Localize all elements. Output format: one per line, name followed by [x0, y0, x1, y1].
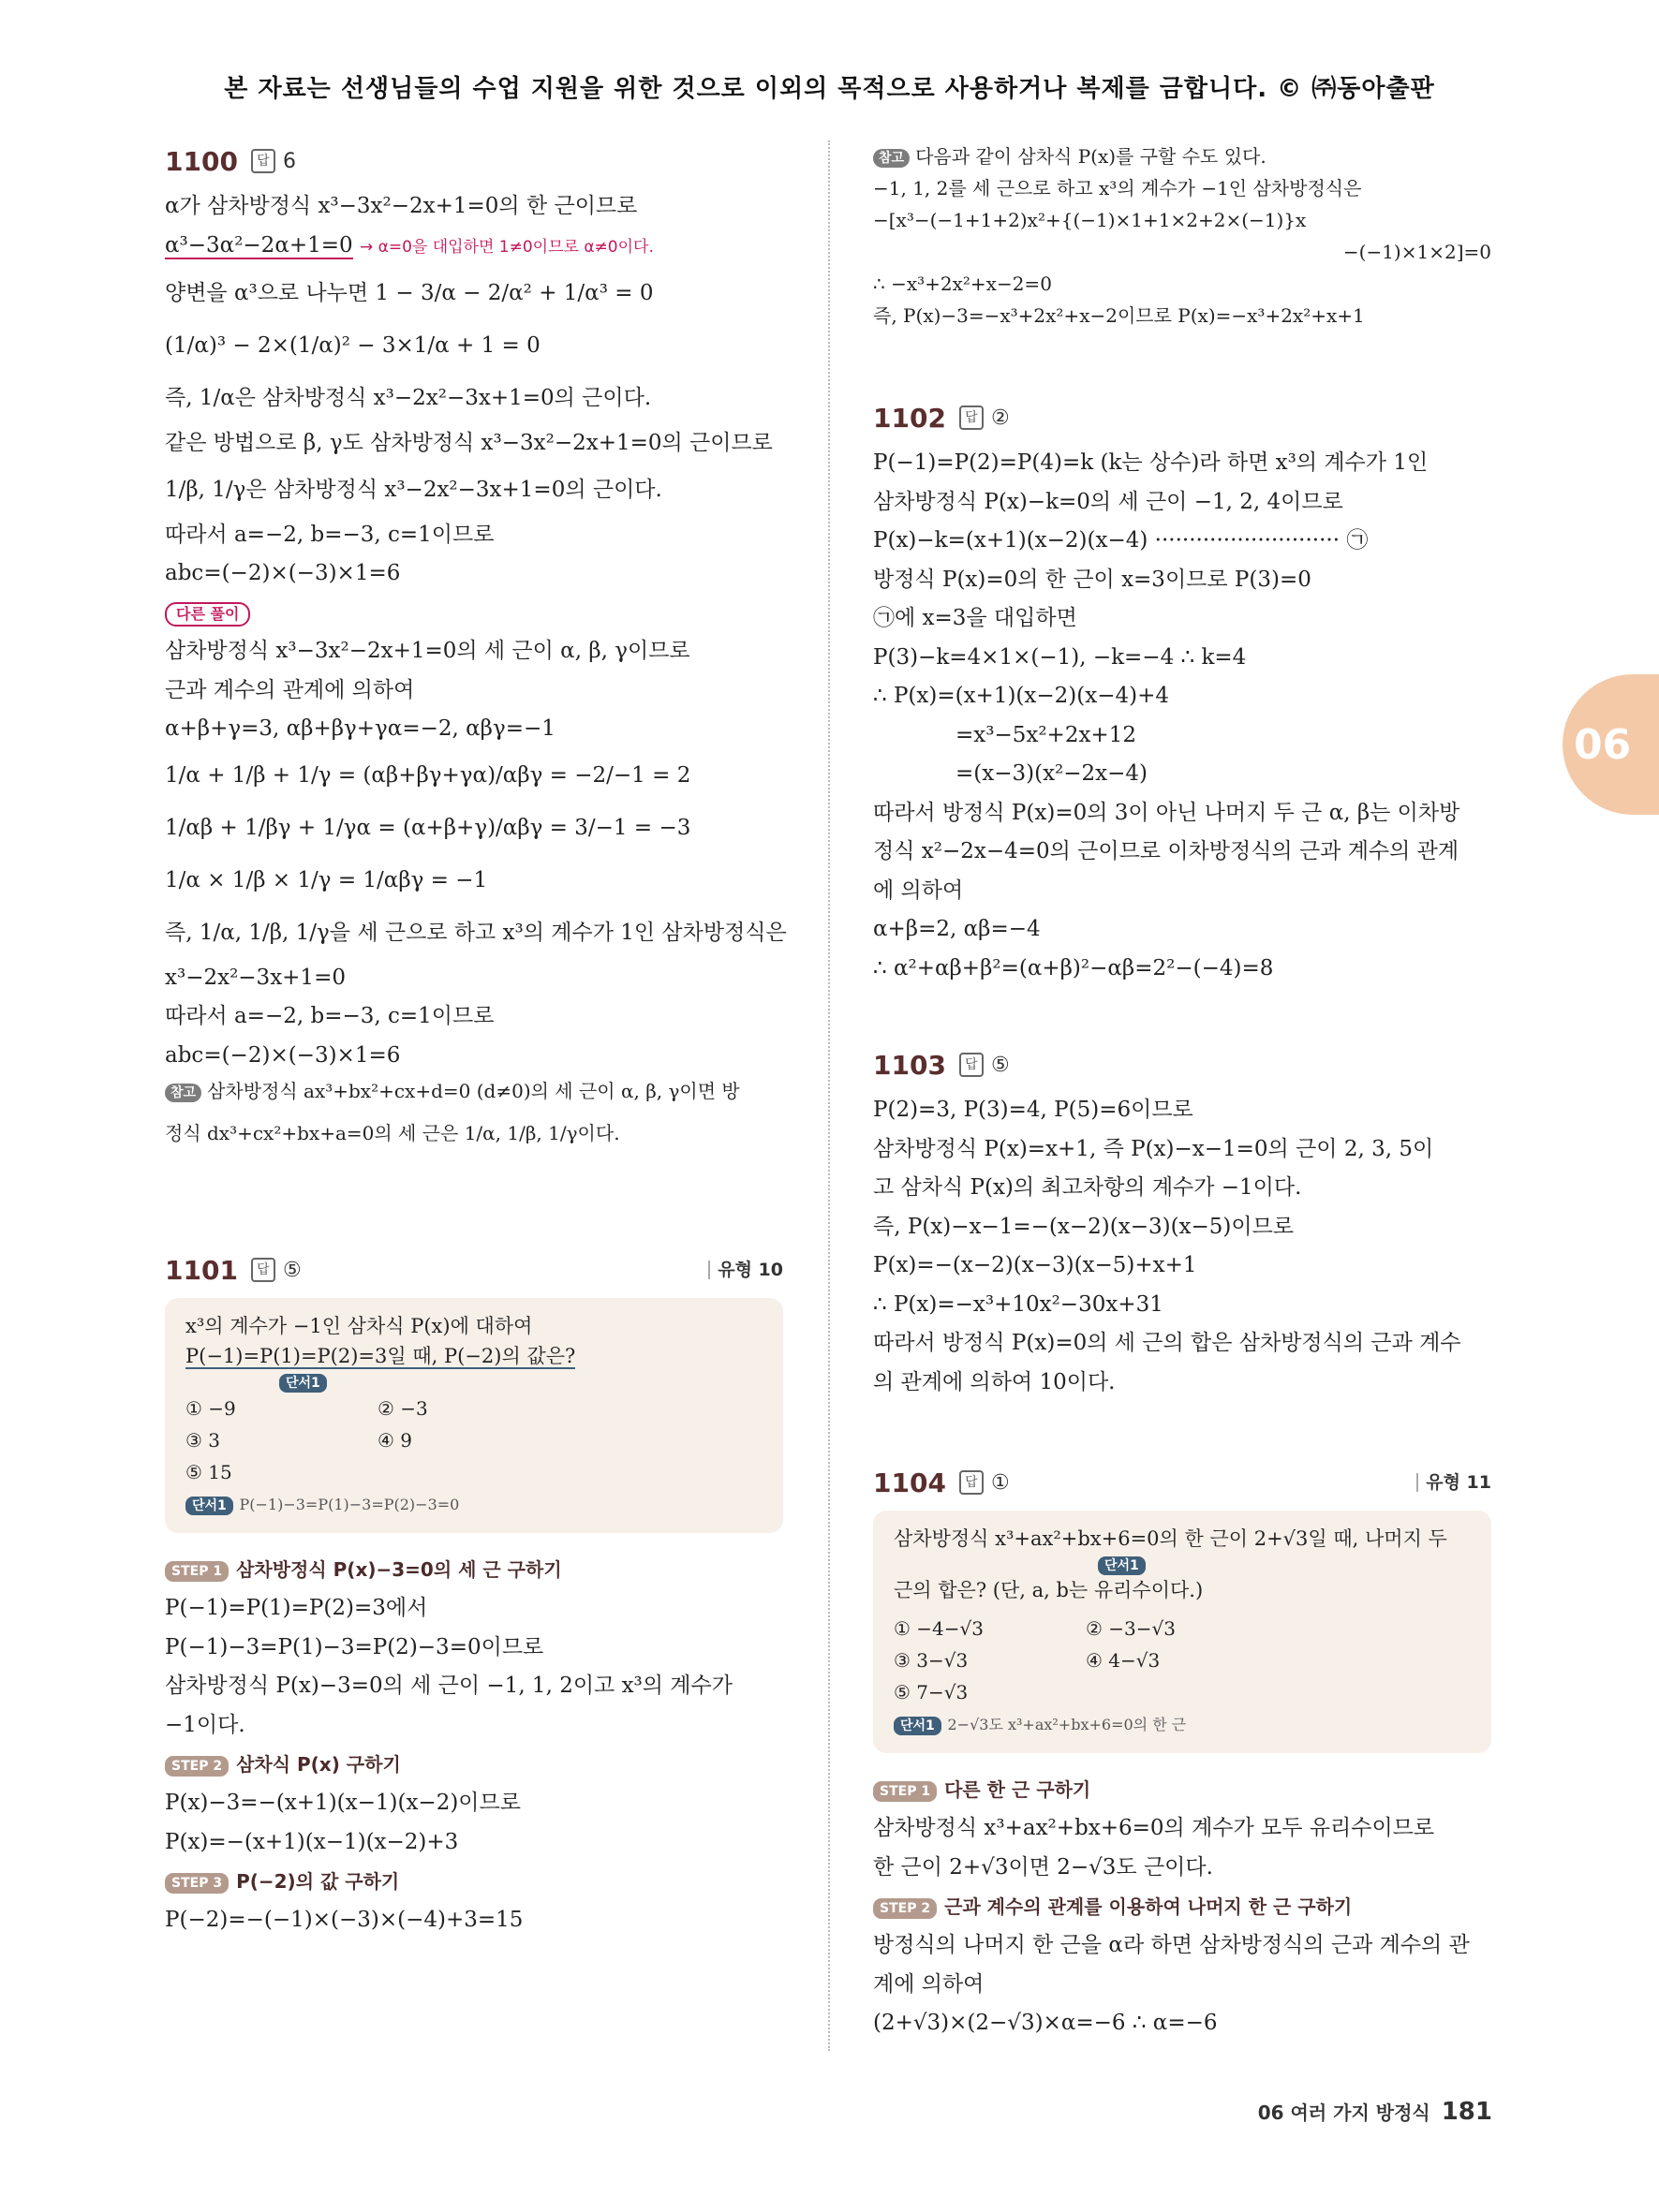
text-line: α+β+γ=3, αβ+βγ+γα=−2, αβγ=−1 — [165, 716, 555, 741]
answer: 답 ② — [959, 406, 1010, 430]
answer: 답 ⑤ — [959, 1053, 1010, 1077]
step-heading: STEP 2 삼차식 P(x) 구하기 — [165, 1745, 783, 1784]
reference-tag: 참고 — [873, 149, 910, 168]
text-line: 고 삼차식 P(x)의 최고차항의 계수가 −1이다. — [873, 1175, 1302, 1200]
answer-icon: 답 — [251, 1258, 275, 1282]
text-line: P(x)−3=−(x+1)(x−1)(x−2)이므로 — [165, 1791, 521, 1815]
reference-line: −(−1)×1×2]=0 — [1342, 241, 1491, 263]
clue-tag: 단서1 — [185, 1497, 233, 1515]
problem-type: 유형 11 — [1416, 1473, 1491, 1492]
column-divider — [828, 140, 830, 2051]
copyright-notice: 본 자료는 선생님들의 수업 지원을 위한 것으로 이외의 목적으로 사용하거나 복제를 금합니다. © ㈜동아출판 — [224, 75, 1435, 103]
answer-icon: 답 — [959, 1470, 984, 1495]
text-line: α가 삼차방정식 x³−3x²−2x+1=0의 한 근이므로 — [165, 194, 638, 218]
text-line: 방정식 P(x)=0의 한 근이 x=3이므로 P(3)=0 — [873, 567, 1311, 592]
answer-icon: 답 — [959, 1053, 984, 1077]
problem-type: 유형 10 — [708, 1261, 783, 1279]
text-line: P(−2)=−(−1)×(−3)×(−4)+3=15 — [165, 1908, 524, 1932]
question-box — [873, 1511, 1491, 1753]
text-line: 즉, P(x)−x−1=−(x−2)(x−3)(x−5)이므로 — [873, 1214, 1295, 1239]
text-line: 삼차방정식 P(x)=x+1, 즉 P(x)−x−1=0의 근이 2, 3, 5이 — [873, 1136, 1434, 1161]
text-line: P(−1)=P(1)=P(2)=3에서 — [165, 1596, 428, 1620]
text-line: 1/β, 1/γ은 삼차방정식 x³−2x²−3x+1=0의 근이다. — [165, 477, 662, 502]
problem-1101 — [165, 1249, 783, 1940]
text-line: 방정식의 나머지 한 근을 α라 하면 삼차방정식의 근과 계수의 관 — [873, 1933, 1470, 1957]
text-line: 즉, 1/α은 삼차방정식 x³−2x²−3x+1=0의 근이다. — [165, 386, 652, 410]
reference-line: 즉, P(x)−3=−x³+2x²+x−2이므로 P(x)=−x³+2x²+x+1 — [873, 304, 1365, 327]
clue-line: 단서1 2−√3도 x³+ax²+bx+6=0의 한 근 — [894, 1708, 1469, 1740]
problem-number: 1102 — [873, 402, 946, 434]
problem-1100 — [165, 140, 787, 1159]
text-line: (2+√3)×(2−√3)×α=−6 ∴ α=−6 — [873, 2011, 1218, 2035]
text-line: 같은 방법으로 β, γ도 삼차방정식 x³−3x²−2x+1=0의 근이므로 — [165, 431, 773, 455]
clue-tag: 단서1 — [1098, 1556, 1146, 1575]
answer: 답 6 — [251, 149, 296, 173]
step-heading: STEP 2 근과 계수의 관계를 이용하여 나머지 한 근 구하기 — [873, 1887, 1491, 1926]
text-line: 삼차방정식 x³−3x²−2x+1=0의 세 근이 α, β, γ이므로 — [165, 639, 690, 663]
problem-header — [873, 1044, 1491, 1085]
answer: 답 ① — [959, 1470, 1010, 1495]
choice-2[interactable]: ② −3 — [378, 1397, 428, 1420]
text-line: ㉠에 x=3을 대입하면 — [873, 606, 1077, 630]
text-line: 1/α + 1/β + 1/γ = (αβ+βγ+γα)/αβγ = −2/−1 = 2 — [165, 762, 691, 788]
choice-2[interactable]: ② −3−√3 — [1086, 1617, 1176, 1640]
reference-line: 참고 삼차방정식 ax³+bx²+cx+d=0 (d≠0)의 세 근이 α, β, γ이면 방 — [165, 1075, 783, 1107]
alt-solution-tag: 다른 풀이 — [165, 602, 250, 627]
choice-1[interactable]: ① −4−√3 — [894, 1617, 984, 1640]
question-box — [165, 1298, 783, 1533]
question-line: x³의 계수가 −1인 삼차식 P(x)에 대하여 — [185, 1315, 533, 1337]
choice-5[interactable]: ⑤ 15 — [185, 1461, 232, 1483]
problem-number: 1103 — [873, 1049, 946, 1081]
clue-line: 단서1 P(−1)−3=P(1)−3=P(2)−3=0 — [185, 1488, 761, 1520]
question-line: P(−1)=P(1)=P(2)=3일 때, P(−2)의 값은? — [185, 1345, 576, 1367]
text-line: 즉, 1/α, 1/β, 1/γ을 세 근으로 하고 x³의 계수가 1인 삼차방정식은 — [165, 920, 787, 945]
text-line: ∴ α²+αβ+β²=(α+β)²−αβ=2²−(−4)=8 — [873, 955, 1274, 981]
text-line: 한 근이 2+√3이면 2−√3도 근이다. — [873, 1854, 1213, 1880]
text-line: 따라서 방정식 P(x)=0의 세 근의 합은 삼차방정식의 근과 계수 — [873, 1331, 1461, 1355]
problem-header — [873, 397, 1491, 438]
choice-1[interactable]: ① −9 — [185, 1397, 236, 1420]
answer-icon: 답 — [251, 149, 275, 173]
text-line: =x³−5x²+2x+12 — [955, 722, 1136, 747]
text-line: 삼차방정식 P(x)−k=0의 세 근이 −1, 2, 4이므로 — [873, 489, 1343, 514]
text-line: abc=(−2)×(−3)×1=6 — [165, 561, 401, 585]
clue-tag: 단서1 — [279, 1374, 327, 1393]
text-line: 따라서 방정식 P(x)=0의 3이 아닌 나머지 두 근 α, β는 이차방 — [873, 800, 1460, 825]
chapter-side-tab: 06 — [1563, 674, 1659, 815]
step-heading: STEP 1 다른 한 근 구하기 — [873, 1770, 1491, 1809]
reference-line: 정식 dx³+cx²+bx+a=0의 세 근은 1/α, 1/β, 1/γ이다. — [165, 1122, 620, 1144]
choice-list — [185, 1393, 761, 1488]
reference-line: 참고 다음과 같이 삼차식 P(x)를 구할 수도 있다. — [873, 140, 1491, 172]
text-line: 삼차방정식 P(x)−3=0의 세 근이 −1, 1, 2이고 x³의 계수가 — [165, 1674, 733, 1698]
text-line: P(−1)−3=P(1)−3=P(2)−3=0이므로 — [165, 1634, 544, 1659]
text-line: (1/α)³ − 2×(1/α)² − 3×1/α + 1 = 0 — [165, 333, 541, 358]
text-line: P(x)=−(x−2)(x−3)(x−5)+x+1 — [873, 1253, 1197, 1277]
right-column — [873, 140, 1491, 2043]
choice-4[interactable]: ④ 4−√3 — [1086, 1649, 1161, 1672]
page-footer — [1258, 2098, 1492, 2126]
problem-number: 1101 — [165, 1254, 238, 1286]
page-number: 181 — [1441, 2098, 1492, 2126]
text-line: P(2)=3, P(3)=4, P(5)=6이므로 — [873, 1098, 1193, 1122]
choice-list — [894, 1613, 1469, 1708]
text-line: 따라서 a=−2, b=−3, c=1이므로 — [165, 522, 495, 547]
text-line: P(−1)=P(2)=P(4)=k (k는 상수)라 하면 x³의 계수가 1인 — [873, 450, 1429, 475]
chapter-title: 06 여러 가지 방정식 — [1257, 2101, 1430, 2124]
problem-header — [165, 1249, 783, 1290]
reference-line: ∴ −x³+2x²+x−2=0 — [873, 273, 1052, 295]
question-line: 삼차방정식 x³+ax²+bx+6=0의 한 근이 2+√3일 때, 나머지 두 — [894, 1527, 1447, 1550]
answer-icon: 답 — [959, 406, 984, 430]
choice-3[interactable]: ③ 3−√3 — [894, 1649, 969, 1672]
text-line: α+β=2, αβ=−4 — [873, 917, 1041, 941]
choice-3[interactable]: ③ 3 — [185, 1429, 221, 1452]
text-line: P(x)−k=(x+1)(x−2)(x−4) ··························· ㉠ — [873, 528, 1369, 553]
text-line: 1/α × 1/β × 1/γ = 1/αβγ = −1 — [165, 867, 488, 892]
text-line: 삼차방정식 x³+ax²+bx+6=0의 계수가 모두 유리수이므로 — [873, 1816, 1435, 1840]
reference-line: −1, 1, 2를 세 근으로 하고 x³의 계수가 −1인 삼차방정식은 — [873, 177, 1362, 199]
step-heading: STEP 3 P(−2)의 값 구하기 — [165, 1862, 783, 1901]
left-column — [165, 140, 787, 1940]
text-line: 따라서 a=−2, b=−3, c=1이므로 — [165, 1004, 495, 1028]
text-line: 양변을 α³으로 나누면 1 − 3/α − 2/α² + 1/α³ = 0 — [165, 281, 654, 305]
reference-line: −[x³−(−1+1+2)x²+{(−1)×1+1×2+2×(−1)}x — [873, 209, 1307, 231]
problem-number: 1104 — [873, 1467, 946, 1498]
problem-header — [165, 140, 783, 182]
text-line: P(3)−k=4×1×(−1), −k=−4 ∴ k=4 — [873, 644, 1247, 670]
text-line: ∴ P(x)=(x+1)(x−2)(x−4)+4 — [873, 684, 1169, 708]
text-line: =(x−3)(x²−2x−4) — [955, 761, 1148, 786]
text-line: ∴ P(x)=−x³+10x²−30x+31 — [873, 1291, 1163, 1317]
alt-solution-tag-line — [165, 594, 783, 633]
text-line: abc=(−2)×(−3)×1=6 — [165, 1042, 401, 1068]
text-line: 정식 x²−2x−4=0의 근이므로 이차방정식의 근과 계수의 관계 — [873, 839, 1459, 863]
choice-5[interactable]: ⑤ 7−√3 — [894, 1681, 969, 1703]
question-line: 근의 합은? (단, a, b는 유리수이다.) — [894, 1579, 1204, 1601]
text-line: α³−3α²−2α+1=0 → α=0을 대입하면 1≠0이므로 α≠0이다. — [165, 232, 654, 258]
reference-1101 — [873, 140, 1491, 332]
text-line: P(x)=−(x+1)(x−1)(x−2)+3 — [165, 1829, 459, 1854]
text-line: 1/αβ + 1/βγ + 1/γα = (α+β+γ)/αβγ = 3/−1 = −3 — [165, 815, 691, 840]
text-line: 에 의하여 — [873, 877, 964, 903]
problem-1102 — [873, 397, 1491, 988]
text-line: x³−2x²−3x+1=0 — [165, 965, 346, 990]
step-heading: STEP 1 삼차방정식 P(x)−3=0의 세 근 구하기 — [165, 1550, 783, 1589]
clue-tag: 단서1 — [894, 1717, 941, 1735]
clue-marker-line — [185, 1371, 761, 1393]
text-line: −1이다. — [165, 1712, 245, 1737]
text-line: 계에 의하여 — [873, 1971, 985, 1997]
answer: 답 ⑤ — [251, 1258, 302, 1282]
text-line: 의 관계에 의하여 10이다. — [873, 1369, 1116, 1394]
problem-1104 — [873, 1462, 1491, 2043]
problem-header — [873, 1462, 1491, 1503]
problem-number: 1100 — [165, 145, 238, 177]
reference-tag: 참고 — [165, 1084, 201, 1102]
choice-4[interactable]: ④ 9 — [378, 1429, 413, 1452]
text-line: 근과 계수의 관계에 의하여 — [165, 677, 415, 702]
clue-marker-line — [894, 1554, 1469, 1575]
problem-1103 — [873, 1044, 1491, 1402]
